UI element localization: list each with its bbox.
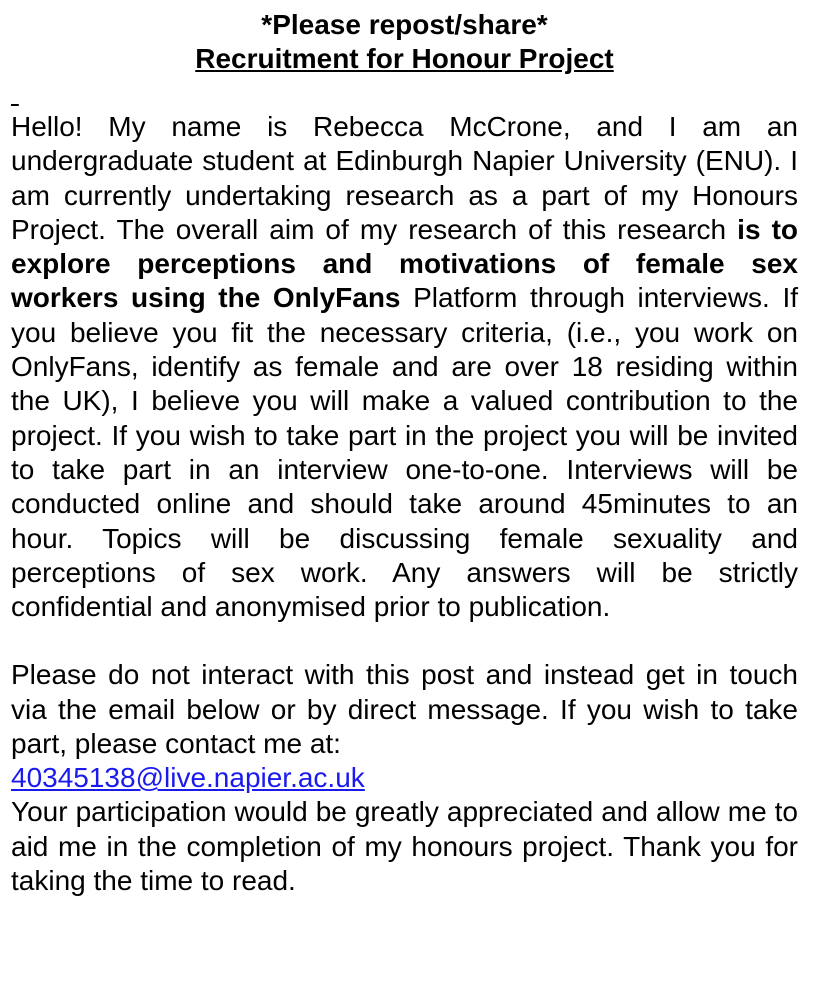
contact-paragraph: Please do not interact with this post and instead get in touch via the email below or by direct message. If you wish to take part, please contact me at:	[11, 659, 798, 760]
paragraph-gap	[11, 624, 798, 658]
page-subtitle: Recruitment for Honour Project	[195, 43, 614, 74]
email-link[interactable]: 40345138@live.napier.ac.uk	[11, 762, 365, 794]
intro-text-bold: is to explore perceptions and motivations of female sex workers using the OnlyFans	[11, 213, 798, 314]
intro-text-end: Platform through interviews. If you believe you fit the necessary criteria, (i.e., you work on OnlyFans, identify as female and are over 18 residing within the UK), I believe you will make a valued contribution to the project. If you wish to take part in the project you will be invited to take part in an interview one-to-one. Interviews will be conducted online and should take around 45minutes to an hour. Topics will be discussing female sexuality and perceptions of sex work. Any answers will be strictly confidential and anonymised prior to publication.	[11, 282, 798, 623]
page-title: *Please repost/share*	[261, 9, 548, 40]
intro-paragraph	[11, 110, 798, 624]
closing-paragraph: Your participation would be greatly appreciated and allow me to aid me in the completion of my honours project. Thank you for taking the time to read.	[11, 796, 798, 896]
blank-underlined-line	[11, 76, 798, 110]
intro-text-start: Hello! My name is Rebecca McCrone, and I am an undergraduate student at Edinburgh Napier University (ENU). I am currently undertaking research as a part of my Honours Project. The overall aim of my research of this research	[11, 111, 798, 245]
